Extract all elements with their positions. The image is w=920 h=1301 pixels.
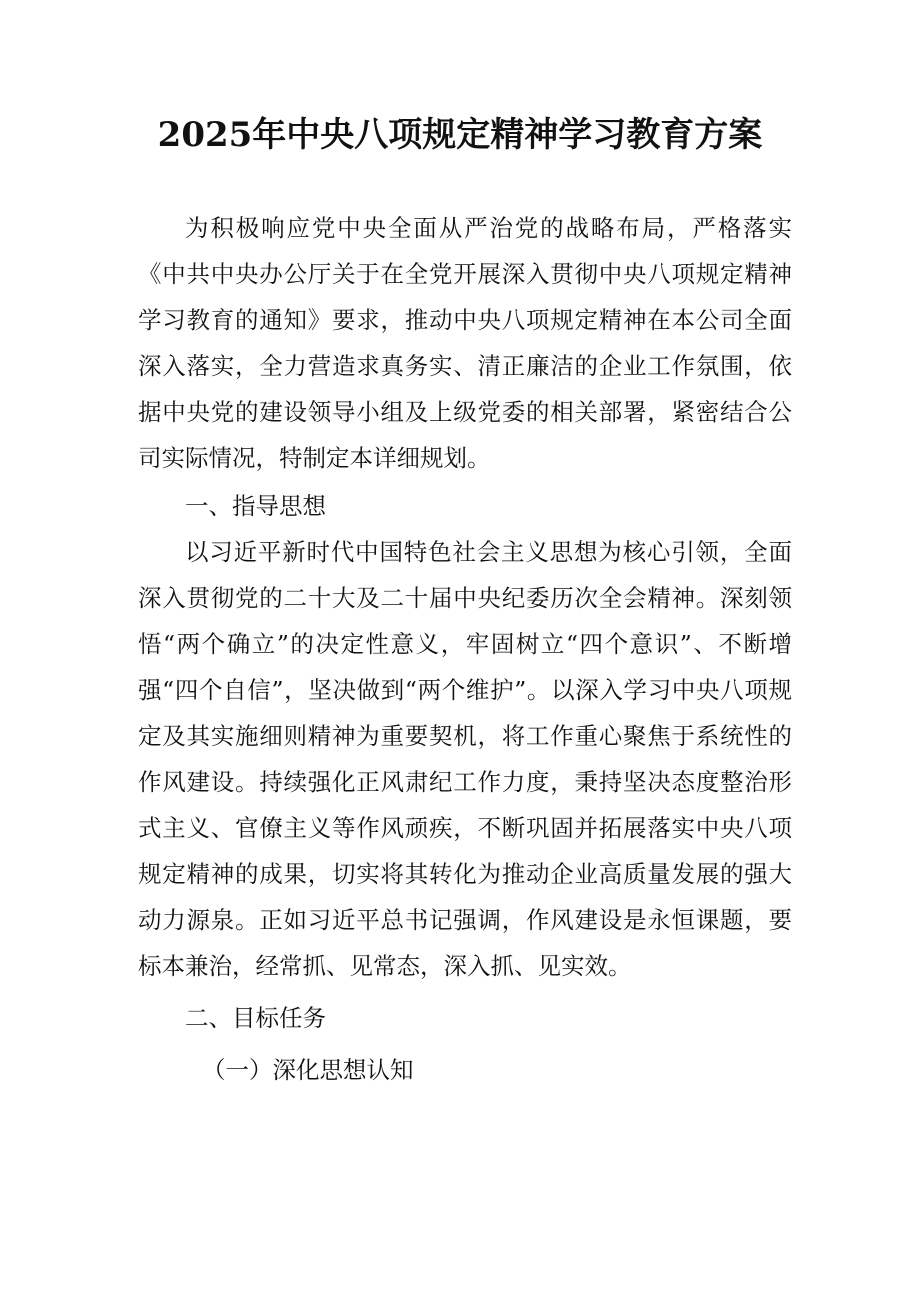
- intro-paragraph: 为积极响应党中央全面从严治党的战略布局，严格落实《中共中央办公厅关于在全党开展深入贯彻中央八项规定精神学习教育的通知》要求，推动中央八项规定精神在本公司全面深入落实，全力营造求真务实、清正廉洁的企业工作氛围，依据中央党的建设领导小组及上级党委的相关部署，紧密结合公司实际情况，特制定本详细规划。: [138, 214, 792, 472]
- section-heading-goals-tasks: 二、目标任务: [185, 1004, 326, 1032]
- section-heading-guiding-ideology: 一、指导思想: [185, 492, 326, 520]
- document-body: [138, 205, 792, 1093]
- subsection-heading-deepen-understanding: （一）深化思想认知: [202, 1056, 414, 1084]
- document-title: 2025年中央八项规定精神学习教育方案: [157, 115, 763, 155]
- guiding-ideology-paragraph: 以习近平新时代中国特色社会主义思想为核心引领，全面深入贯彻党的二十大及二十届中央纪委历次全会精神。深刻领悟“两个确立”的决定性意义，牢固树立“四个意识”、不断增强“四个自信”，坚决做到“两个维护”。以深入学习中央八项规定及其实施细则精神为重要契机，将工作重心聚焦于系统性的作风建设。持续强化正风肃纪工作力度，秉持坚决态度整治形式主义、官僚主义等作风顽疾，不断巩固并拓展落实中央八项规定精神的成果，切实将其转化为推动企业高质量发展的强大动力源泉。正如习近平总书记强调，作风建设是永恒课题，要标本兼治，经常抓、见常态，深入抓、见实效。: [138, 538, 792, 980]
